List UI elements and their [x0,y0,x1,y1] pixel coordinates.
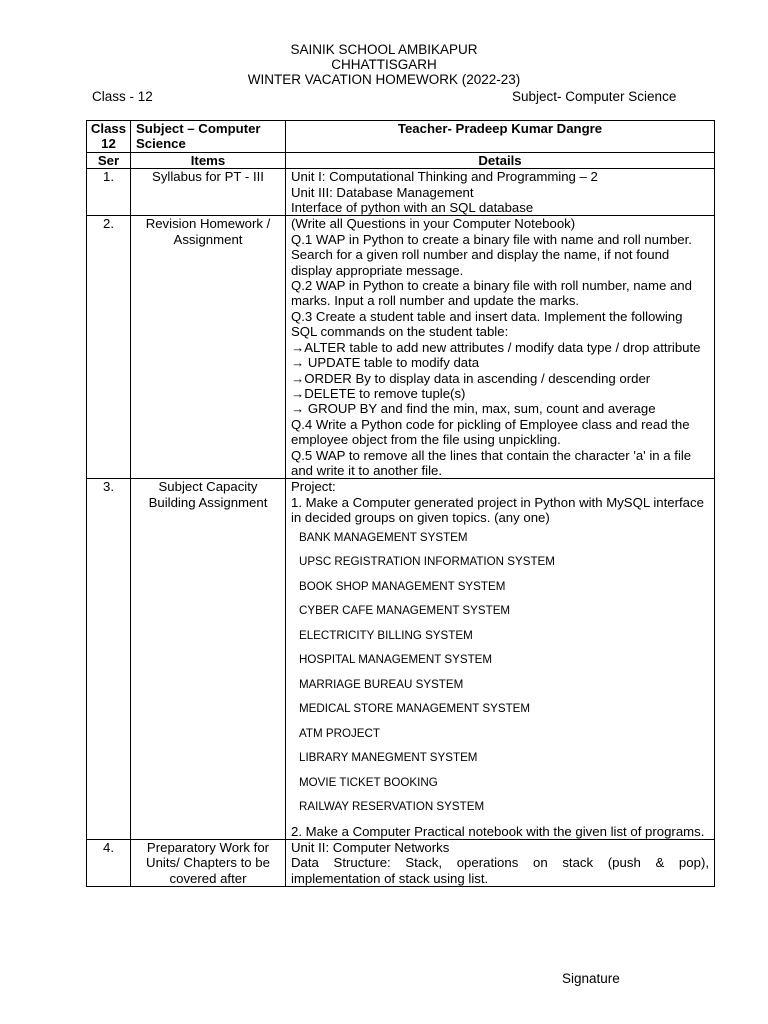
ser-cell: 1. [87,169,131,216]
details-header: Details [286,152,715,168]
item-cell: Subject Capacity Building Assignment [131,479,286,840]
project-topic: MARRIAGE BUREAU SYSTEM [299,677,464,691]
detail-line: implementation of stack using list. [291,870,489,886]
homework-table [86,120,715,887]
project-topic: BOOK SHOP MANAGEMENT SYSTEM [299,579,506,593]
detail-line: Data Structure: Stack, operations on stack (push & pop), [291,855,709,871]
sql-command-update: → UPDATE table to modify data [291,355,480,371]
project-topic: ELECTRICITY BILLING SYSTEM [299,628,473,642]
teacher-header-cell: Teacher- Pradeep Kumar Dangre [286,121,715,153]
detail-line: Interface of python with an SQL database [291,200,534,216]
project-topic: MEDICAL STORE MANAGEMENT SYSTEM [299,702,531,716]
sql-command-delete: →DELETE to remove tuple(s) [291,385,466,401]
question-4: Q.4 Write a Python code for pickling of Employee class and read the employee object from the file using unpickling. [291,416,690,448]
details-cell [286,169,715,216]
project-topic: CYBER CAFE MANAGEMENT SYSTEM [299,604,511,618]
class-label: Class - 12 [92,89,153,104]
question-1: Q.1 WAP in Python to create a binary file with name and roll number. Search for a given roll number and display the name, if not found display appropriate message. [291,231,692,278]
table-row [87,169,715,216]
homework-title: WINTER VACATION HOMEWORK (2022-23) [247,72,521,87]
items-header: Items [131,152,286,168]
details-cell [286,839,715,886]
ser-cell: 4. [87,839,131,886]
project-topic-list [299,530,709,824]
question-3: Q.3 Create a student table and insert data. Implement the following SQL commands on the student table: [291,308,683,340]
project-topic: ATM PROJECT [299,726,380,740]
project-topic: HOSPITAL MANAGEMENT SYSTEM [299,653,493,667]
signature-label: Signature [562,971,620,986]
document-header [0,42,768,87]
project-intro: 1. Make a Computer generated project in Python with MySQL interface in decided groups on given topics. (any one) [291,494,704,526]
column-header-row [87,152,715,168]
question-5: Q.5 WAP to remove all the lines that contain the character 'a' in a file and write it to another file. [291,447,692,478]
sql-command-alter: →ALTER table to add new attributes / modify data type / drop attribute [291,339,701,355]
question-2: Q.2 WAP in Python to create a binary file with roll number, name and marks. Input a roll number and update the marks. [291,278,692,309]
class-header-cell: Class 12 [87,121,131,153]
detail-line: Unit II: Computer Networks [291,839,450,855]
detail-line: (Write all Questions in your Computer Notebook) [291,216,576,232]
table-row [87,839,715,886]
school-name: SAINIK SCHOOL AMBIKAPUR [290,42,478,57]
project-outro: 2. Make a Computer Practical notebook with the given list of programs. [291,823,705,839]
subject-label: Subject- Computer Science [512,89,677,104]
project-topic: UPSC REGISTRATION INFORMATION SYSTEM [299,555,555,569]
detail-line: Unit III: Database Management [291,184,474,200]
sql-command-group: → GROUP BY and find the min, max, sum, count and average [291,401,656,417]
project-label: Project: [291,479,336,495]
item-cell: Preparatory Work for Units/ Chapters to be covered after [131,839,286,886]
ser-cell: 3. [87,479,131,840]
details-cell [286,479,715,840]
project-topic: LIBRARY MANEGMENT SYSTEM [299,751,478,765]
table-header-row [87,121,715,153]
table-row [87,216,715,479]
details-cell [286,216,715,479]
project-topic: RAILWAY RESERVATION SYSTEM [299,800,485,814]
table-row [87,479,715,840]
sql-command-order: →ORDER By to display data in ascending / descending order [291,370,651,386]
ser-cell: 2. [87,216,131,479]
state-name: CHHATTISGARH [331,57,437,72]
ser-header: Ser [87,152,131,168]
item-cell: Revision Homework / Assignment [131,216,286,479]
project-topic: MOVIE TICKET BOOKING [299,775,438,789]
project-topic: BANK MANAGEMENT SYSTEM [299,530,468,544]
item-cell: Syllabus for PT - III [131,169,286,216]
detail-line: Unit I: Computational Thinking and Programming – 2 [291,169,598,185]
subject-header-cell: Subject – Computer Science [131,121,286,153]
